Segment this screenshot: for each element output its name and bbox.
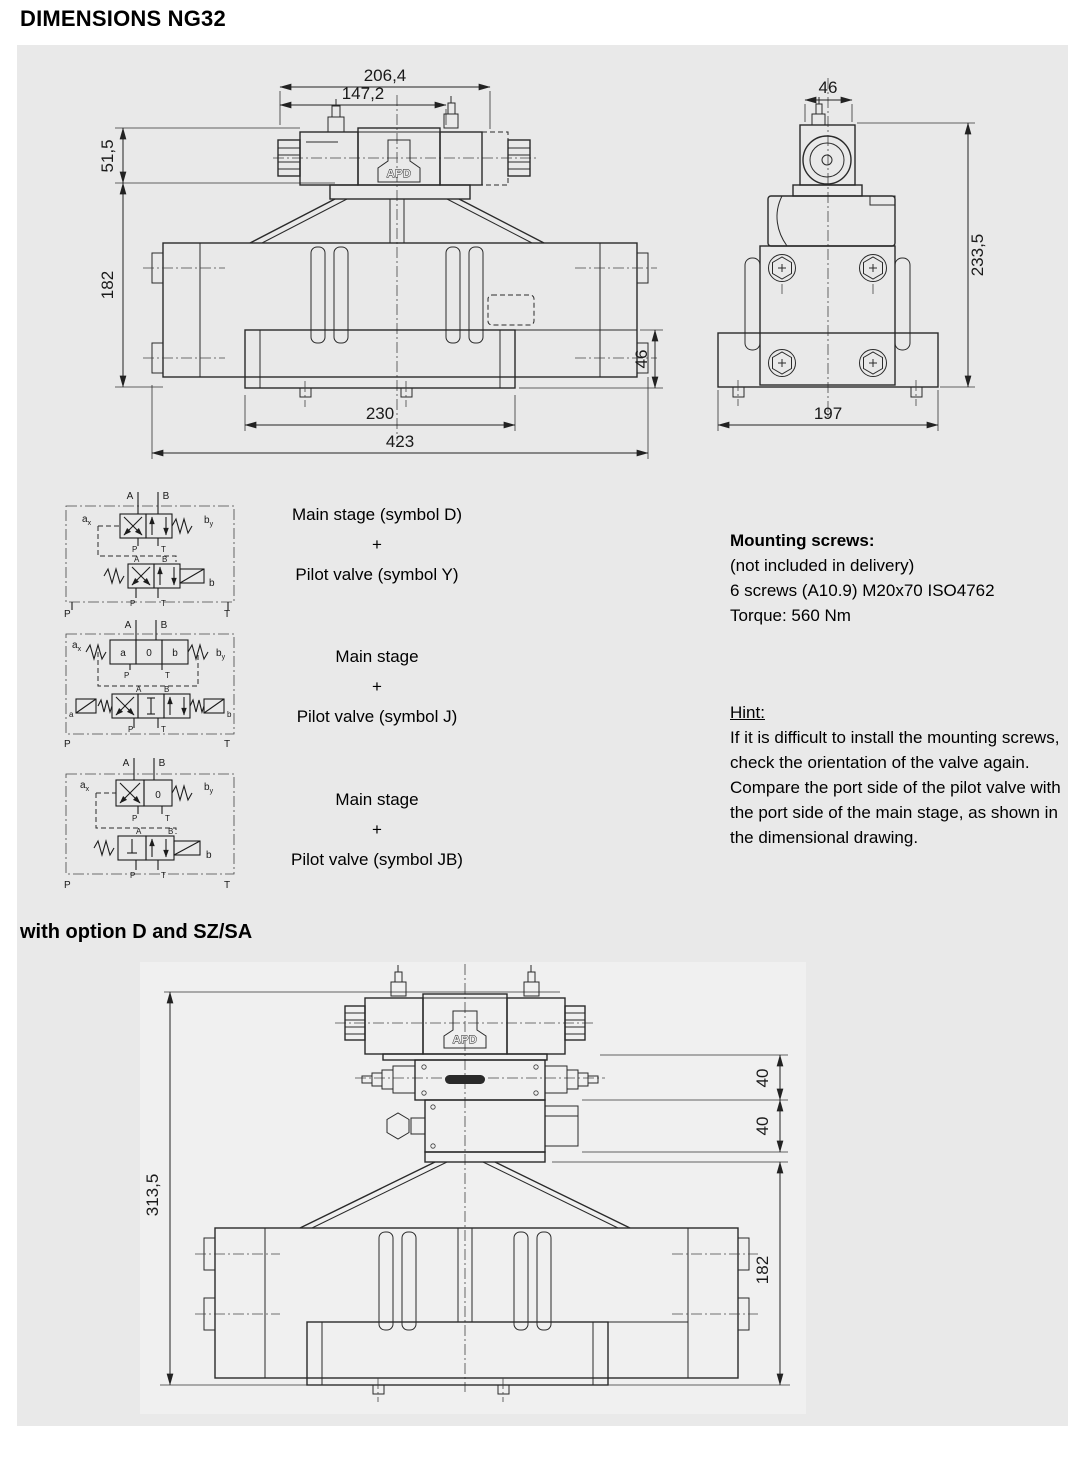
dim-label-423: 423 [385,432,415,451]
pilot-port-A: A [136,827,142,836]
caption-symbol-2 [222,645,532,735]
caption-main-stage: Main stage [335,790,419,809]
symbol-jb [58,752,243,892]
pilot-port-T: T [161,871,166,880]
pilot-port-ax: $a_x$ [72,640,82,653]
caption-main-stage: Main stage [335,647,419,666]
port-label-P: P [132,814,138,823]
main-stage-body-option [195,1228,758,1378]
dim-182-option [552,1162,788,1385]
port-label-A: A [124,620,132,631]
mounting-screws-heading: Mounting screws: [730,531,875,550]
dim-label-233-5: 233,5 [968,233,987,277]
position-label-0: 0 [155,790,161,801]
connector-right [524,965,539,996]
dim-label-182-option: 182 [753,1255,772,1285]
dim-label-313-5: 313,5 [143,1173,162,1217]
pilot-port-P: P [130,871,136,880]
hex-screw [769,350,796,377]
dim-label-46-side: 46 [818,78,838,97]
port-label-B: B [158,758,166,769]
frame-port-P: P [64,609,71,620]
page-title: DIMENSIONS NG32 [20,6,226,31]
dim-label-46-front: 46 [632,349,651,369]
brand-logo-text: APD [452,1034,478,1046]
frame-port-P: P [64,739,71,750]
hint-heading: Hint: [730,703,765,722]
connector-left [328,99,344,132]
solenoid-label-a: a [69,710,74,719]
dim-313-5 [143,992,560,1385]
dim-230 [245,395,515,431]
hex-screw [769,255,796,295]
section2-heading: with option D and SZ/SA [20,921,253,943]
port-label-T: T [165,814,170,823]
caption-pilot-valve: Pilot valve (symbol Y) [295,565,459,584]
caption-plus: + [372,535,382,554]
pilot-port-ax: $a_x$ [82,514,92,527]
position-label-a: a [120,648,126,659]
dim-label-40-1: 40 [753,1068,772,1088]
pilot-port-by: $b_y$ [204,782,214,795]
dim-label-206-4: 206,4 [363,66,407,85]
front-view-drawing [95,55,675,465]
option-view-drawing [140,960,800,1405]
pilot-port-B: B [164,685,170,694]
side-view-drawing [700,70,1000,440]
symbol-d-y [58,486,243,619]
dim-46-front [519,330,663,388]
caption-symbol-1 [222,503,532,593]
pilot-port-A: A [134,555,140,564]
dim-423 [152,377,648,459]
pilot-port-T: T [161,599,166,608]
connector-left [391,965,406,996]
pilot-port-P: P [128,725,134,734]
port-label-A: A [122,758,130,769]
caption-plus: + [372,820,382,839]
port-label-P: P [124,671,130,680]
brand-logo-front [378,140,420,182]
subplate-front [245,330,637,407]
frame-port-T: T [224,739,231,750]
mounting-screws-block [730,528,1070,628]
solenoid-label-b: b [227,710,232,719]
caption-plus: + [372,677,382,696]
frame-port-T: T [224,609,231,620]
module-sz [362,1060,598,1100]
pilot-port-T: T [161,725,166,734]
pilot-port-P: P [130,599,136,608]
dim-label-40-2: 40 [753,1116,772,1136]
main-stage-body-front [143,243,657,377]
symbol-j [58,618,243,751]
position-label-0: 0 [146,648,152,659]
port-label-T: T [161,545,166,554]
frame-port-T: T [224,880,231,891]
dim-label-182-front: 182 [98,270,117,300]
throttle-slot [445,1075,485,1084]
port-label-P: P [132,545,138,554]
hint-body: If it is difficult to install the mounting screws, check the orientation of the valve again. Compare the port side of the pilot valve with the port side of the main stage, as shown in the dimensional drawing. [730,728,1061,847]
mounting-screws-drawing [769,255,887,377]
frame-port-P: P [64,880,71,891]
solenoid-label-b: b [209,578,215,589]
subplate-option [307,1322,688,1402]
pilot-port-by: $b_y$ [204,515,214,528]
nameplate-dashed [488,295,534,325]
dim-label-230: 230 [365,404,395,423]
dim-label-51-5: 51,5 [98,139,117,173]
solenoid-label-b: b [206,850,212,861]
mounting-line-3: Torque: 560 Nm [730,606,851,625]
caption-pilot-valve: Pilot valve (symbol JB) [291,850,463,869]
caption-symbol-3 [222,788,532,878]
pilot-port-by: $b_y$ [216,648,226,661]
dim-label-147-2: 147,2 [341,84,385,103]
port-label-T: T [165,671,170,680]
mounting-line-1: (not included in delivery) [730,556,915,575]
dim-label-197: 197 [813,404,843,423]
dim-147-2 [280,84,446,125]
brand-logo-text: APD [386,168,412,180]
module-sa [387,1100,578,1152]
hex-screw [860,350,887,377]
port-label-B: B [162,491,170,502]
position-label-b: b [172,648,178,659]
pilot-valve-front [278,96,530,199]
caption-main-stage: Main stage (symbol D) [291,505,463,524]
pilot-port-B: B [168,827,174,836]
hex-screw [860,255,887,295]
port-label-B: B [160,620,168,631]
hint-block [730,700,1070,850]
pilot-port-B: B [162,555,168,564]
pilot-port-A: A [136,685,142,694]
caption-pilot-valve: Pilot valve (symbol J) [296,707,458,726]
dim-182-front [98,183,163,387]
dim-40-modules [582,1055,788,1152]
pilot-port-ax: $a_x$ [80,780,90,793]
port-label-A: A [126,491,134,502]
mounting-line-2: 6 screws (A10.9) M20x70 ISO4762 [730,581,995,600]
